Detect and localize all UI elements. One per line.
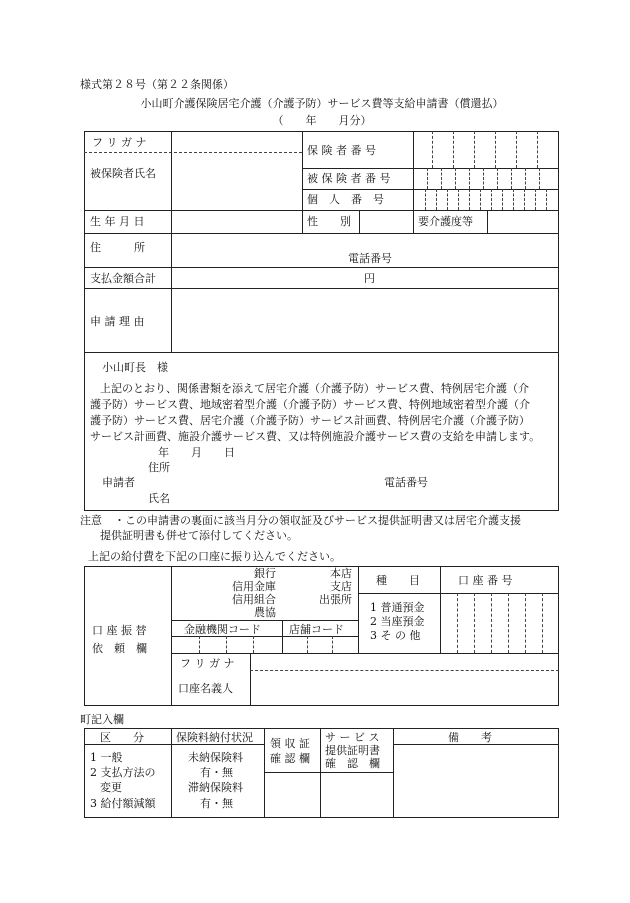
town-col-category: 区 分 bbox=[100, 731, 144, 744]
insured-name-label: 被保険者氏名 bbox=[90, 167, 156, 180]
declaration-line-3: 護予防）サービス費、居宅介護（介護予防）サービス計画費、特例居宅介護（介護予防） bbox=[90, 414, 530, 427]
branch-type-head: 本店 bbox=[330, 567, 352, 580]
branch-code-label: 店舗コード bbox=[289, 623, 344, 636]
declaration-date: 年 月 日 bbox=[158, 446, 235, 459]
total-amount-label: 支払金額合計 bbox=[90, 272, 156, 285]
address-label: 住 所 bbox=[90, 241, 145, 254]
holder-furigana-label: フ リ ガ ナ bbox=[180, 657, 235, 670]
kind-current: 2 当座預金 bbox=[370, 615, 425, 628]
inst-type-bank: 銀行 bbox=[254, 567, 276, 580]
town-col-service-3: 確 認 欄 bbox=[325, 757, 380, 770]
applicant-phone-label: 電話番号 bbox=[384, 476, 428, 489]
note-label: 注意 bbox=[80, 514, 102, 527]
sex-label: 性 別 bbox=[307, 215, 351, 228]
inst-type-shinkin: 信用金庫 bbox=[232, 580, 276, 593]
insurer-number-label: 保 険 者 番 号 bbox=[307, 144, 376, 157]
category-method-change: 2 支払方法の bbox=[90, 766, 156, 779]
branch-type-sub: 出張所 bbox=[319, 593, 352, 606]
category-change: 変更 bbox=[100, 781, 122, 794]
payment-unpaid: 未納保険料 bbox=[188, 751, 243, 764]
declaration-line-1: 上記のとおり、関係書類を添えて居宅介護（介護予防）サービス費、特例居宅介護（介 bbox=[100, 382, 529, 395]
town-col-service-1: サ ー ビ ス bbox=[325, 731, 380, 744]
bank-side-label-1: 口 座 振 替 bbox=[92, 624, 147, 637]
furigana-label: フ リ ガ ナ bbox=[92, 136, 147, 149]
town-col-receipt-1: 領 収 証 bbox=[270, 737, 310, 750]
applicant-table bbox=[84, 131, 559, 353]
bank-side-label-2: 依 頼 欄 bbox=[92, 642, 147, 655]
town-col-receipt-2: 確 認 欄 bbox=[270, 752, 310, 765]
inst-type-nokyo: 農協 bbox=[254, 606, 276, 619]
payment-arrears: 滞納保険料 bbox=[188, 781, 243, 794]
declaration-line-4: サービス計画費、施設介護サービス費、又は特例施設介護サービス費の支給を申請します。 bbox=[90, 430, 541, 443]
yen-unit: 円 bbox=[364, 272, 375, 285]
applicant-label: 申請者 bbox=[102, 476, 135, 489]
declaration-line-2: 護予防）サービス費、地域密着型介護（介護予防）サービス費、特例地域密着型介護（介 bbox=[90, 398, 530, 411]
note-line-2: 提供証明書も併せて添付してください。 bbox=[100, 529, 298, 542]
insured-number-label: 被 保 険 者 番 号 bbox=[307, 172, 391, 185]
town-col-service-2: 提供証明書 bbox=[325, 744, 380, 757]
birth-date-label: 生 年 月 日 bbox=[90, 215, 145, 228]
addressee: 小山町長 様 bbox=[102, 361, 168, 374]
note-line-1: ・この申請書の裏面に該当月分の領収証及びサービス提供証明書又は居宅介護支援 bbox=[114, 514, 521, 527]
inst-code-label: 金融機関コード bbox=[184, 623, 261, 636]
branch-type-branch: 支店 bbox=[330, 580, 352, 593]
form-number: 様式第２８号（第２２条関係） bbox=[80, 78, 234, 91]
bank-intro: 上記の給付費を下記の口座に振り込んでください。 bbox=[88, 550, 341, 563]
account-number-header: 口 座 番 号 bbox=[458, 574, 513, 587]
town-section-label: 町記入欄 bbox=[80, 713, 124, 726]
town-col-payment: 保険料納付状況 bbox=[176, 731, 253, 744]
form-period: （ 年 月分） bbox=[272, 114, 372, 127]
payment-arrears-yn: 有・無 bbox=[200, 797, 233, 810]
reason-label: 申 請 理 由 bbox=[90, 315, 145, 328]
holder-name-label: 口座名義人 bbox=[178, 682, 233, 695]
inst-type-kumiai: 信用組合 bbox=[232, 593, 276, 606]
personal-number-label: 個 人 番 号 bbox=[307, 193, 384, 206]
form-title: 小山町介護保険居宅介護（介護予防）サービス費等支給申請書（償還払） bbox=[140, 97, 504, 110]
applicant-name-label: 氏名 bbox=[148, 492, 170, 505]
town-col-remarks: 備 考 bbox=[448, 731, 492, 744]
kind-header: 種 目 bbox=[376, 574, 420, 587]
kind-other: 3 そ の 他 bbox=[370, 629, 421, 642]
category-general: 1 一般 bbox=[90, 751, 123, 764]
applicant-address-label: 住所 bbox=[148, 461, 170, 474]
phone-label: 電話番号 bbox=[348, 252, 392, 265]
care-level-label: 要介護度等 bbox=[418, 215, 473, 228]
kind-ordinary: 1 普通預金 bbox=[370, 601, 425, 614]
payment-unpaid-yn: 有・無 bbox=[200, 766, 233, 779]
category-reduction: 3 給付額減額 bbox=[90, 797, 156, 810]
